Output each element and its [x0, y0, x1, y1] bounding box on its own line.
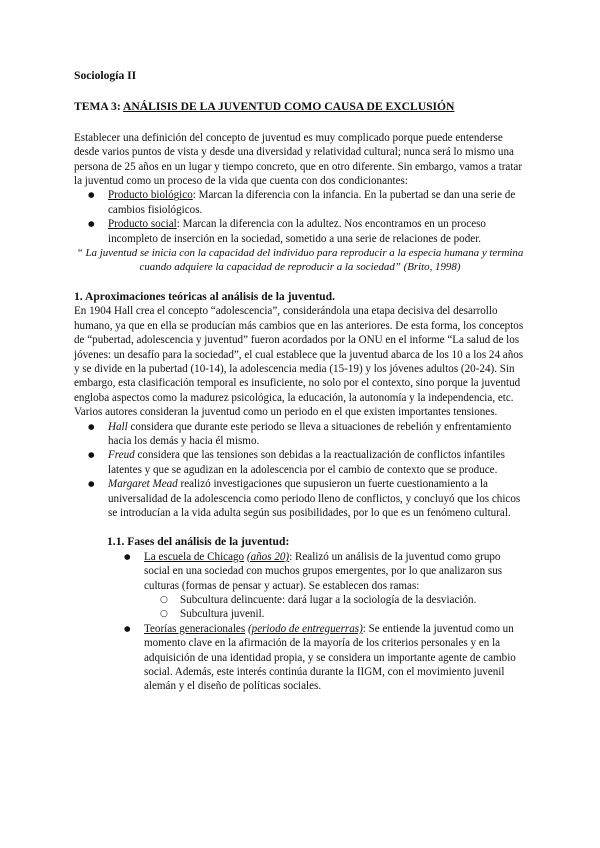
authors-list	[74, 420, 526, 521]
author-item	[74, 477, 526, 520]
topic-name: ANÁLISIS DE LA JUVENTUD COMO CAUSA DE EXCLUSIÓN	[122, 100, 455, 114]
document-page	[74, 66, 526, 694]
phase-text: : Se entiende la juventud como un momento clave en la afirmación de la mayoría de los criterios personales y en la adquisición de una identidad propia, y se considera un importante agente de cambio social. Además, este interés continúa durante la IIGM, con el movimiento juvenil alemán y el diseño de políticas sociales.	[144, 622, 516, 693]
author-name: Hall	[108, 420, 128, 433]
phases-list	[74, 550, 526, 694]
subject-title: Sociología II	[74, 69, 137, 82]
branches-list	[144, 593, 526, 622]
section-1-paragraph-2: Varios autores consideran la juventud como un periodo en el que existen importantes tensiones.	[74, 406, 498, 419]
author-name: Freud	[108, 449, 135, 462]
condition-item	[74, 217, 526, 246]
phase-item	[74, 622, 526, 694]
phase-period: (periodo de entreguerras)	[247, 622, 363, 635]
condition-term: Producto biológico	[108, 189, 193, 202]
section-1-1-heading: 1.1. Fases del análisis de la juventud:	[107, 535, 290, 549]
phase-item	[74, 550, 526, 622]
conditions-list	[74, 188, 526, 246]
quote: “ La juventud se inicia con la capacidad del individuo para reproducir a la especia humana y termina cuando adquiere la capacidad de reproducir a la sociedad” (Brito, 1998)	[76, 247, 524, 274]
section-1-heading: 1. Aproximaciones teóricas al análisis de la juventud.	[74, 289, 335, 303]
author-text: considera que durante este periodo se lleva a situaciones de rebelión y enfrentamiento hacia los demás y hacia él mismo.	[108, 420, 512, 447]
phase-name: La escuela de Chicago	[144, 550, 245, 563]
condition-text: : Marcan la diferencia con la infancia. En la pubertad se dan una serie de cambios fisiológicos.	[108, 189, 516, 216]
author-text: considera que las tensiones son debidas a la reactualización de conflictos infantiles latentes y que se agudizan en la adolescencia por el cambio de contexto que se produce.	[108, 449, 505, 476]
branch-item: ○ Subcultura juvenil.	[144, 607, 526, 621]
branch-item: ○ Subcultura delincuente: dará lugar a la sociología de la desviación.	[144, 593, 526, 607]
section-1-paragraph: En 1904 Hall crea el concepto “adolescencia”, considerándola una etapa decisiva del desarrollo humano, ya que en ella se producían más cambios que en las anteriores. De esta forma, los conceptos de “pubertad, adolescencia y juventud” fueron acordados por la ONU en el informe “La salud de los jóvenes: un desafío para la sociedad”, el cual establece que la juventud abarca de los 10 a los 24 años y se divide en la pubertad (10-14), la adolescencia media (15-19) y los jóvenes adultos (20-24). Sin embargo, esta clasificación temporal es insuficiente, no solo por el contexto, sino porque la juventud engloba aspectos como la madurez psicológica, la educación, la autonomía y la independencia, etc.	[74, 305, 524, 404]
topic-title	[74, 100, 526, 114]
condition-item	[74, 188, 526, 217]
condition-term: Producto social	[108, 218, 177, 231]
phase-name: Teorías generacionales	[144, 622, 246, 635]
phase-text: : Realizó un análisis de la juventud como grupo social en una sociedad con muchos grupos emergentes, por lo que analizaron sus culturas (formas de pensar y actuar). Se establecen dos ramas:	[144, 550, 503, 592]
author-item	[74, 448, 526, 477]
condition-text: : Marcan la diferencia con la adultez. Nos encontramos en un proceso incompleto de inserción en la sociedad, sometido a una serie de relaciones de poder.	[108, 218, 486, 245]
phase-period: (años 20)	[246, 550, 290, 563]
author-text: realizó investigaciones que supusieron un fuerte cuestionamiento a la universalidad de la adolescencia como periodo lleno de conflictos, y concluyó que los chicos se introducían a la vida adulta según sus posibilidades, por lo que es un fenómeno cultural.	[108, 478, 521, 519]
author-name: Margaret Mead	[108, 478, 178, 491]
author-item	[74, 420, 526, 449]
intro-paragraph: Establecer una definición del concepto de juventud es muy complicado porque puede entenderse desde varios puntos de vista y desde una diversidad y relatividad cultural; nunca será lo mismo una persona de 25 años en un lugar y tiempo concreto, que en otro diferente. Sin embargo, vamos a tratar la juventud como un proceso de la vida que cuenta con dos condicionantes:	[74, 131, 523, 188]
topic-prefix: TEMA 3:	[74, 100, 123, 114]
